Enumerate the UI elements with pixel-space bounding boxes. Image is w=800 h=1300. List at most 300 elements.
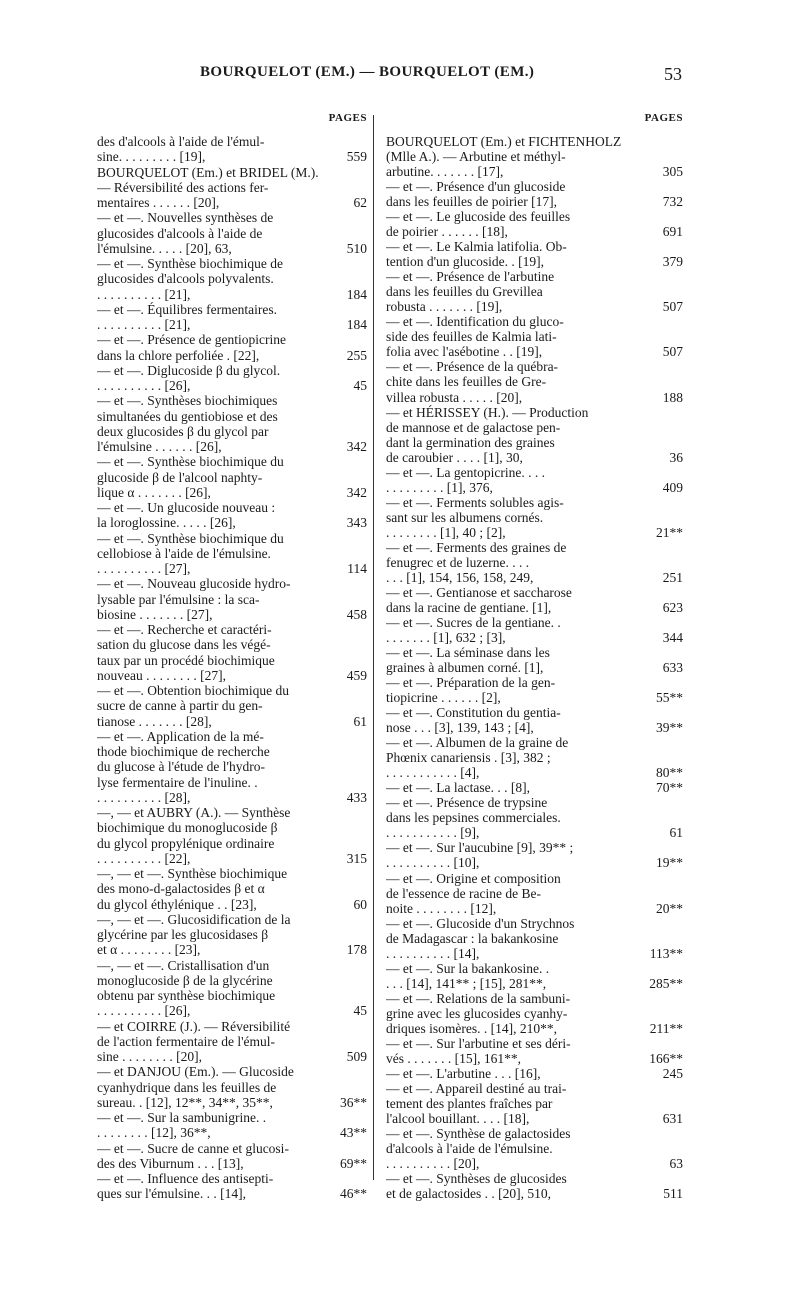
entry-line xyxy=(386,1186,683,1201)
page-ref: 511 xyxy=(663,1186,683,1202)
entry-line xyxy=(97,1003,367,1018)
page-ref: 507 xyxy=(662,299,683,315)
entry-text: —, — et AUBRY (A.). — Synthèse xyxy=(97,805,291,820)
entry-text: glucoside β de l'alcool naphty- xyxy=(97,469,263,485)
entry-line xyxy=(386,510,683,525)
entry-line xyxy=(97,165,367,180)
entry-text: — et —. La gentopicrine. . . . xyxy=(386,464,545,480)
page-ref: 166** xyxy=(649,1050,683,1066)
entry-text: — et —. Synthèses biochimiques xyxy=(97,393,278,409)
entry-text: du glycol propylénique ordinaire xyxy=(97,835,275,851)
index-entry xyxy=(97,1110,367,1141)
entry-line xyxy=(97,668,367,683)
entry-line xyxy=(386,615,683,630)
entry-line xyxy=(97,149,367,164)
entry-line xyxy=(97,759,367,774)
page-ref: 732 xyxy=(662,194,683,210)
pages-label: PAGES xyxy=(644,112,683,124)
page-ref: 251 xyxy=(662,569,683,585)
running-header xyxy=(0,64,800,94)
entry-text: . . . . . . . [1], 632 ; [3], xyxy=(386,630,506,646)
entry-line xyxy=(386,645,683,660)
entry-line xyxy=(386,825,683,840)
page-ref: 36** xyxy=(340,1094,367,1110)
entry-line xyxy=(97,424,367,439)
entry-text: . . . [1], 154, 156, 158, 249, xyxy=(386,569,534,585)
page-ref: 509 xyxy=(346,1049,367,1064)
entry-line xyxy=(386,1066,683,1081)
entry-line xyxy=(386,390,683,405)
entry-text: du glycol éthylénique . . [23], xyxy=(97,896,257,912)
entry-text: — et —. Ferments des graines de xyxy=(386,539,567,555)
entry-text: lique α . . . . . . . [26], xyxy=(97,484,211,500)
page-ref: 245 xyxy=(662,1065,683,1081)
page-ref: 61 xyxy=(669,825,683,841)
page-ref: 36 xyxy=(669,449,683,465)
entry-text: . . . . . . . . [12], 36**, xyxy=(97,1125,211,1141)
entry-text: BOURQUELOT (Em.) et FICHTENHOLZ xyxy=(386,133,622,149)
entry-text: ques sur l'émulsine. . . [14], xyxy=(97,1186,247,1202)
entry-line xyxy=(386,780,683,795)
index-entry xyxy=(386,840,683,870)
entry-line xyxy=(97,775,367,790)
entry-text: driques isomères. . [14], 210**, xyxy=(386,1020,557,1036)
entry-text: robusta . . . . . . . [19], xyxy=(386,299,503,315)
entry-text: fenugrec et de luzerne. . . . xyxy=(386,554,530,570)
entry-text: sine. . . . . . . . . [19], xyxy=(97,149,206,165)
page-ref: 409 xyxy=(662,479,683,495)
entry-line xyxy=(97,287,367,302)
entry-text: — et —. Présence de la québra- xyxy=(386,359,559,375)
entry-line xyxy=(386,525,683,540)
index-entry xyxy=(386,1126,683,1171)
page-ref: 691 xyxy=(662,224,683,240)
entry-line xyxy=(386,765,683,780)
index-entry xyxy=(386,314,683,359)
page-ref: 45 xyxy=(353,378,367,393)
index-entry xyxy=(386,359,683,404)
entry-text: lysable par l'émulsine : la sca- xyxy=(97,591,260,607)
entry-line xyxy=(97,805,367,820)
left-entries xyxy=(97,134,367,1204)
entry-text: Phœnix canariensis . [3], 382 ; xyxy=(386,750,551,766)
index-entry xyxy=(97,576,367,622)
page-ref: 342 xyxy=(346,439,367,454)
entry-line xyxy=(97,409,367,424)
page-ref: 61 xyxy=(353,713,367,729)
entry-text: villea robusta . . . . . [20], xyxy=(386,389,523,405)
page-ref: 19** xyxy=(656,855,683,871)
entry-text: folia avec l'asébotine . . [19], xyxy=(386,344,543,360)
entry-text: side des feuilles de Kalmia lati- xyxy=(386,329,557,345)
index-entry xyxy=(386,871,683,916)
page-ref: 184 xyxy=(346,317,367,332)
entry-line xyxy=(97,851,367,866)
entry-line xyxy=(386,254,683,269)
entry-text: — et —. Gentianose et saccharose xyxy=(386,584,572,600)
index-entry xyxy=(97,729,367,805)
entry-line xyxy=(97,912,367,927)
entry-text: des mono-d-galactosides β et α xyxy=(97,881,265,897)
index-entry xyxy=(97,622,367,683)
index-entry xyxy=(97,912,367,958)
index-entry xyxy=(386,705,683,735)
entry-text: . . . . . . . . . . [10], xyxy=(386,855,480,871)
entry-text: — et —. Ferments solubles agis- xyxy=(386,494,564,510)
entry-line xyxy=(386,720,683,735)
entry-text: glucosides d'alcools polyvalents. xyxy=(97,271,274,287)
entry-text: —, — et —. Cristallisation d'un xyxy=(97,957,270,973)
entry-line xyxy=(97,820,367,835)
entry-text: simultanées du gentiobiose et des xyxy=(97,408,278,424)
entry-line xyxy=(97,226,367,241)
entry-line xyxy=(97,180,367,195)
entry-text: de Madagascar : la bakankosine xyxy=(386,930,559,946)
right-entries xyxy=(386,134,683,1204)
index-entry xyxy=(97,1141,367,1172)
entry-text: glucosides d'alcools à l'aide de xyxy=(97,225,263,241)
entry-line xyxy=(386,750,683,765)
entry-line xyxy=(386,810,683,825)
page-ref: 114 xyxy=(347,561,367,576)
entry-text: arbutine. . . . . . . [17], xyxy=(386,164,504,180)
entry-line xyxy=(97,393,367,408)
entry-text: de caroubier . . . . [1], 30, xyxy=(386,449,523,465)
entry-line xyxy=(386,209,683,224)
entry-text: — et —. Obtention biochimique du xyxy=(97,683,289,698)
page-ref: 55** xyxy=(656,690,683,706)
entry-text: — et —. Un glucoside nouveau : xyxy=(97,500,276,515)
entry-text: — et —. Diglucoside β du glycol. xyxy=(97,362,281,378)
entry-line xyxy=(97,302,367,317)
entry-line xyxy=(386,1126,683,1141)
entry-text: — et —. Synthèse biochimique du xyxy=(97,530,284,546)
entry-text: — et —. Nouveau glucoside hydro- xyxy=(97,576,291,592)
page-ref: 70** xyxy=(656,780,683,796)
index-entry xyxy=(97,531,367,577)
entry-text: — et —. Constitution du gentia- xyxy=(386,705,561,721)
entry-line xyxy=(386,194,683,209)
entry-line xyxy=(386,359,683,374)
page-ref: 459 xyxy=(346,667,367,683)
page-ref: 69** xyxy=(340,1155,367,1171)
entry-line xyxy=(97,958,367,973)
entry-text: dans la chlore perfoliée . [22], xyxy=(97,347,260,363)
entry-text: thode biochimique de recherche xyxy=(97,744,270,759)
entry-line xyxy=(97,897,367,912)
entry-line xyxy=(386,1021,683,1036)
entry-line xyxy=(97,1019,367,1034)
index-entry xyxy=(386,585,683,615)
entry-line xyxy=(97,485,367,500)
entry-text: . . . . . . . . . . [20], xyxy=(386,1156,480,1172)
entry-text: — et —. Présence d'un glucoside xyxy=(386,179,566,195)
entry-text: — et —. Sur la bakankosine. . xyxy=(386,960,550,976)
entry-line xyxy=(97,134,367,149)
entry-text: — et —. Équilibres fermentaires. xyxy=(97,301,277,317)
entry-line xyxy=(386,1156,683,1171)
entry-line xyxy=(97,1156,367,1171)
page-ref: 113** xyxy=(649,945,683,961)
entry-text: noite . . . . . . . . [12], xyxy=(386,900,497,916)
page-ref: 633 xyxy=(662,660,683,676)
entry-text: de l'essence de racine de Be- xyxy=(386,885,541,901)
entry-text: — et DANJOU (Em.). — Glucoside xyxy=(97,1064,294,1080)
entry-text: — et HÉRISSEY (H.). — Production xyxy=(386,404,589,420)
entry-line xyxy=(386,840,683,855)
entry-line xyxy=(97,881,367,896)
entry-text: . . . [14], 141** ; [15], 281**, xyxy=(386,975,547,991)
right-column xyxy=(386,112,683,1204)
index-entry xyxy=(97,1064,367,1110)
entry-line xyxy=(97,836,367,851)
entry-line xyxy=(97,378,367,393)
entry-text: — et —. Le glucoside des feuilles xyxy=(386,209,571,225)
entry-line xyxy=(386,570,683,585)
entry-line xyxy=(386,405,683,420)
entry-text: cellobiose à l'aide de l'émulsine. xyxy=(97,545,271,561)
page-ref: 178 xyxy=(346,942,367,958)
entry-line xyxy=(97,607,367,622)
entry-line xyxy=(386,420,683,435)
entry-line xyxy=(97,637,367,652)
entry-line xyxy=(386,344,683,359)
entry-line xyxy=(97,256,367,271)
entry-text: dans les feuilles de poirier [17], xyxy=(386,194,557,210)
index-entry xyxy=(386,645,683,675)
entry-line xyxy=(97,515,367,530)
entry-line xyxy=(386,375,683,390)
entry-text: — et COIRRE (J.). — Réversibilité xyxy=(97,1018,291,1034)
page-ref: 62 xyxy=(353,195,367,210)
entry-text: taux par un procédé biochimique xyxy=(97,652,275,668)
index-entry xyxy=(386,179,683,209)
entry-text: graines à albumen corné. [1], xyxy=(386,660,544,676)
index-entry xyxy=(97,1019,367,1065)
entry-line xyxy=(386,179,683,194)
page-ref: 255 xyxy=(346,347,367,363)
index-entry xyxy=(386,961,683,991)
entry-text: sant sur les albumens cornés. xyxy=(386,509,544,525)
entry-line xyxy=(386,886,683,901)
entry-text: — et —. Sur l'arbutine et ses déri- xyxy=(386,1035,571,1051)
index-entry xyxy=(386,795,683,840)
entry-line xyxy=(386,1036,683,1051)
entry-text: — et —. Sucres de la gentiane. . xyxy=(386,614,561,630)
page-ref: 63 xyxy=(669,1156,683,1172)
entry-line xyxy=(386,946,683,961)
entry-line xyxy=(386,269,683,284)
index-entry xyxy=(97,683,367,729)
index-entry xyxy=(97,958,367,1019)
entry-line xyxy=(386,735,683,750)
entry-line xyxy=(386,239,683,254)
entry-line xyxy=(97,1049,367,1064)
entry-text: — et —. Synthèse biochimique de xyxy=(97,256,283,271)
entry-line xyxy=(386,1096,683,1111)
entry-text: dans les pepsines commerciales. xyxy=(386,810,561,826)
entry-line xyxy=(386,856,683,871)
entry-line xyxy=(386,284,683,299)
entry-text: — et —. Le Kalmia latifolia. Ob- xyxy=(386,239,567,255)
entry-line xyxy=(97,1064,367,1079)
entry-line xyxy=(386,795,683,810)
entry-text: la loroglossine. . . . . [26], xyxy=(97,515,236,531)
page-ref: 510 xyxy=(346,240,367,256)
entry-text: tention d'un glucoside. . [19], xyxy=(386,254,545,270)
entry-line xyxy=(97,195,367,210)
index-entry xyxy=(386,405,683,465)
entry-line xyxy=(386,961,683,976)
entry-text: du glucose à l'étude de l'hydro- xyxy=(97,759,265,775)
entry-line xyxy=(97,332,367,347)
index-entry xyxy=(386,269,683,314)
entry-line xyxy=(386,329,683,344)
page-ref: 315 xyxy=(346,850,367,866)
entry-line xyxy=(97,653,367,668)
entry-text: biochimique du monoglucoside β xyxy=(97,820,278,836)
entry-line xyxy=(97,927,367,942)
entry-line xyxy=(97,1080,367,1095)
page-ref: 623 xyxy=(662,599,683,615)
column-divider xyxy=(373,115,374,1180)
entry-line xyxy=(386,675,683,690)
page-ref: 60 xyxy=(353,896,367,912)
entry-text: grine avec les glucosides cyanhy- xyxy=(386,1005,568,1021)
entry-text: . . . . . . . . . . [21], xyxy=(97,317,191,332)
index-entry xyxy=(97,500,367,531)
page-ref: 305 xyxy=(662,164,683,180)
entry-text: sureau. . [12], 12**, 34**, 35**, xyxy=(97,1094,273,1110)
entry-line xyxy=(386,600,683,615)
index-entry xyxy=(386,1081,683,1126)
entry-text: nouveau . . . . . . . . [27], xyxy=(97,667,226,683)
entry-line xyxy=(97,454,367,469)
left-column xyxy=(97,112,367,1204)
entry-text: tement des plantes fraîches par xyxy=(386,1095,553,1111)
running-title: BOURQUELOT (EM.) — BOURQUELOT (EM.) xyxy=(200,64,535,80)
entry-text: — et —. Origine et composition xyxy=(386,870,561,886)
entry-text: dans la racine de gentiane. [1], xyxy=(386,599,552,615)
entry-text: . . . . . . . . [1], 40 ; [2], xyxy=(386,524,506,540)
entry-line xyxy=(97,1110,367,1125)
page-ref: 184 xyxy=(346,286,367,302)
index-entry xyxy=(386,615,683,645)
entry-line xyxy=(386,314,683,329)
entry-text: — et —. Relations de la sambuni- xyxy=(386,990,571,1006)
entry-text: nose . . . [3], 139, 143 ; [4], xyxy=(386,720,534,736)
index-entry xyxy=(97,393,367,454)
index-entry xyxy=(386,209,683,239)
index-entry xyxy=(386,465,683,495)
index-entry xyxy=(386,916,683,961)
entry-text: — et —. Application de la mé- xyxy=(97,728,264,744)
entry-line xyxy=(97,531,367,546)
entry-text: . . . . . . . . . . [14], xyxy=(386,945,480,961)
left-column-head xyxy=(97,112,367,134)
index-entry xyxy=(386,239,683,269)
entry-text: vés . . . . . . . [15], 161**, xyxy=(386,1050,521,1066)
entry-text: — et —. L'arbutine . . . [16], xyxy=(386,1065,541,1081)
entry-text: sucre de canne à partir du gen- xyxy=(97,698,263,714)
entry-line xyxy=(97,241,367,256)
entry-line xyxy=(386,299,683,314)
entry-text: dant la germination des graines xyxy=(386,434,555,450)
index-entry xyxy=(386,1036,683,1066)
entry-text: d'alcools à l'aide de l'émulsine. xyxy=(386,1141,553,1157)
index-entry xyxy=(97,256,367,302)
entry-text: cyanhydrique dans les feuilles de xyxy=(97,1079,277,1095)
entry-text: glycérine par les glucosidases β xyxy=(97,927,269,942)
index-entry xyxy=(97,332,367,363)
entry-line xyxy=(97,988,367,1003)
entry-text: . . . . . . . . . . [21], xyxy=(97,286,191,302)
entry-text: tianose . . . . . . . [28], xyxy=(97,713,212,729)
index-entry xyxy=(386,991,683,1036)
entry-line xyxy=(97,271,367,286)
index-entry xyxy=(386,780,683,795)
entry-line xyxy=(386,435,683,450)
entry-line xyxy=(386,630,683,645)
entry-text: — et —. Glucoside d'un Strychnos xyxy=(386,915,575,931)
entry-text: . . . . . . . . . . . [9], xyxy=(386,825,480,841)
entry-text: —, — et —. Synthèse biochimique xyxy=(97,866,288,881)
page-ref: 379 xyxy=(662,254,683,270)
entry-line xyxy=(386,1111,683,1126)
entry-line xyxy=(386,555,683,570)
entry-line xyxy=(97,210,367,225)
entry-text: des d'alcools à l'aide de l'émul- xyxy=(97,134,265,149)
entry-line xyxy=(97,1125,367,1140)
entry-line xyxy=(97,698,367,713)
page-ref: 344 xyxy=(662,630,683,646)
entry-line xyxy=(97,744,367,759)
entry-text: — et —. Recherche et caractéri- xyxy=(97,622,272,637)
entry-text: de mannose et de galactose pen- xyxy=(386,419,561,435)
entry-line xyxy=(97,576,367,591)
entry-line xyxy=(386,1141,683,1156)
entry-line xyxy=(97,317,367,332)
page-ref: 21** xyxy=(656,524,683,540)
entry-line xyxy=(386,1051,683,1066)
entry-text: — et —. Synthèse de galactosides xyxy=(386,1126,571,1142)
page-ref: 631 xyxy=(662,1111,683,1127)
entry-text: sine . . . . . . . . [20], xyxy=(97,1049,202,1064)
index-entry xyxy=(386,1171,683,1201)
index-entry xyxy=(97,165,367,211)
entry-line xyxy=(97,790,367,805)
entry-line xyxy=(97,500,367,515)
entry-line xyxy=(386,976,683,991)
entry-text: tiopicrine . . . . . . [2], xyxy=(386,690,501,706)
entry-text: — et —. Sucre de canne et glucosi- xyxy=(97,1140,289,1156)
entry-text: et de galactosides . . [20], 510, xyxy=(386,1186,551,1202)
entry-text: dans les feuilles du Grevillea xyxy=(386,284,543,300)
page-ref: 458 xyxy=(346,606,367,622)
entry-text: sation du glucose dans les végé- xyxy=(97,637,271,653)
entry-line xyxy=(386,480,683,495)
entry-line xyxy=(386,149,683,164)
index-entry xyxy=(386,675,683,705)
page-ref: 43** xyxy=(340,1125,367,1141)
entry-text: . . . . . . . . . . [27], xyxy=(97,561,191,576)
entry-line xyxy=(97,1034,367,1049)
pages-label: PAGES xyxy=(328,112,367,124)
entry-line xyxy=(386,660,683,675)
entry-line xyxy=(97,714,367,729)
entry-line xyxy=(97,942,367,957)
entry-text: . . . . . . . . . . [26], xyxy=(97,1003,191,1019)
